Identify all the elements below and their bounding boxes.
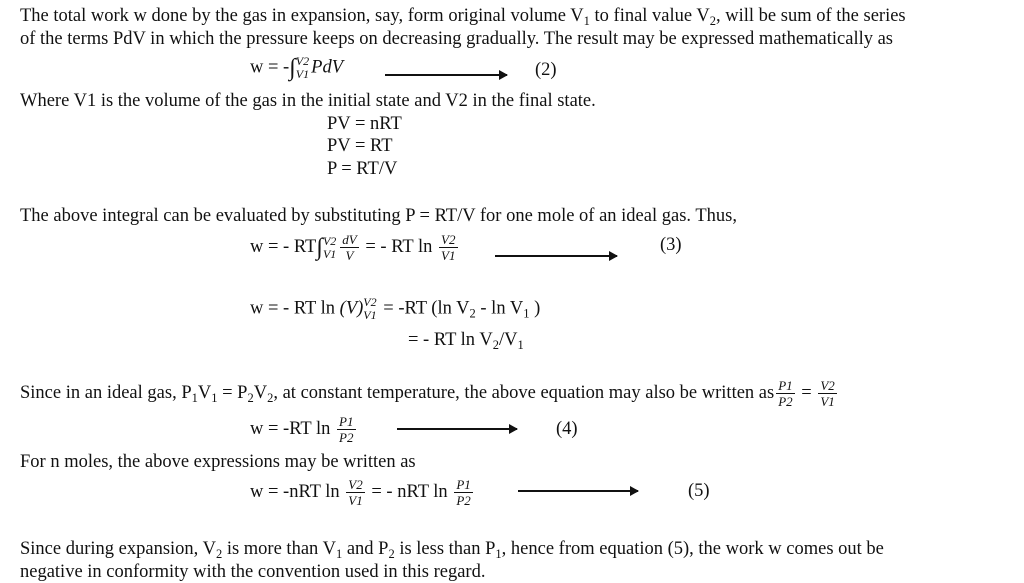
text: is less than P	[394, 539, 496, 559]
equation-middle: = - nRT ln	[366, 481, 453, 502]
numerator: P1	[456, 477, 471, 492]
numerator: dV	[342, 232, 357, 247]
subscript: 1	[191, 390, 198, 405]
text: = P	[217, 382, 248, 403]
equation-lhs: w = -	[250, 57, 290, 78]
numerator: P1	[778, 378, 793, 393]
denominator: V1	[820, 394, 835, 409]
equation-lhs: w = -nRT ln	[250, 481, 345, 502]
final-paragraph-line-2: negative in conformity with the convention used in this regard.	[20, 562, 486, 582]
integral-sign: ∫	[289, 55, 296, 81]
subscript: 1	[211, 390, 218, 405]
text: V	[253, 382, 268, 403]
fraction	[776, 378, 794, 409]
text: Since during expansion, V	[20, 539, 216, 559]
text: = - RT ln V	[408, 330, 493, 350]
equation-lhs: w = -RT ln	[250, 418, 336, 439]
gas-law-2: PV = RT	[327, 136, 393, 156]
paragraph-1-line-2: of the terms PdV in which the pressure keeps on decreasing gradually. The result may be expressed mathematically as	[20, 29, 894, 49]
arrow-right-icon	[495, 255, 617, 257]
integral-sign: ∫	[316, 234, 323, 261]
text: V	[197, 382, 212, 403]
text: /V	[498, 330, 518, 350]
integral-limits	[296, 55, 309, 81]
subscript: 2	[388, 547, 395, 561]
arrow-right-icon	[385, 74, 507, 76]
subscript: 2	[247, 390, 254, 405]
fraction	[346, 477, 364, 508]
evaluation-limits	[363, 296, 376, 322]
subscript: 2	[267, 390, 274, 405]
equation-tag-5: (5)	[688, 481, 710, 501]
subscript: 1	[583, 14, 590, 28]
text: - ln V	[475, 298, 524, 319]
text: and P	[342, 539, 389, 559]
integral-intro: The above integral can be evaluated by substituting P = RT/V for one mole of an ideal gas. Thus,	[20, 206, 737, 226]
n-moles-line: For n moles, the above expressions may be written as	[20, 452, 416, 472]
numerator: V2	[820, 378, 835, 393]
text: Since in an ideal gas, P	[20, 382, 192, 403]
ideal-gas-line	[20, 378, 839, 409]
integrand: PdV	[311, 57, 343, 78]
arrow-right-icon	[397, 428, 517, 430]
subscript: 1	[335, 547, 343, 561]
subscript: 1	[523, 306, 530, 321]
numerator: P1	[339, 414, 354, 429]
equation-tag-3: (3)	[660, 235, 682, 255]
subscript: 2	[215, 547, 223, 561]
text: (V)	[339, 298, 364, 319]
equation-4	[250, 414, 358, 445]
denominator: P2	[778, 394, 793, 409]
text: = -RT (ln V	[378, 298, 470, 319]
upper-limit: V2	[363, 295, 377, 309]
text: w = - RT ln	[250, 298, 340, 319]
subscript: 2	[492, 338, 499, 352]
denominator: V1	[348, 493, 363, 508]
subscript: 2	[469, 306, 476, 321]
equation-tag-4: (4)	[556, 419, 578, 439]
denominator: V1	[441, 248, 456, 263]
subscript: 2	[709, 14, 717, 28]
lower-limit: V1	[295, 67, 310, 81]
gas-law-3: P = RT/V	[327, 159, 398, 179]
denominator: P2	[339, 430, 354, 445]
text: to final value V	[589, 6, 710, 26]
numerator: V2	[441, 232, 456, 247]
equation-3-result	[408, 329, 524, 356]
text: , hence from equation (5), the work w comes out be	[501, 539, 884, 559]
arrow-right-icon	[518, 490, 638, 492]
lower-limit: V1	[363, 308, 377, 322]
equation-lhs: w = - RT	[250, 236, 317, 257]
denominator: P2	[456, 493, 471, 508]
equation-3-expansion	[250, 296, 540, 324]
equation-tag-2: (2)	[535, 60, 557, 80]
equation-3	[250, 232, 460, 263]
text: )	[529, 298, 541, 319]
fraction	[818, 378, 836, 409]
fraction	[454, 477, 472, 508]
fraction	[340, 232, 358, 263]
subscript: 1	[517, 338, 524, 352]
gas-law-1: PV = nRT	[327, 114, 402, 134]
where-line: Where V1 is the volume of the gas in the initial state and V2 in the final state.	[20, 91, 596, 111]
denominator: V	[345, 248, 354, 263]
integral-limits	[323, 235, 336, 261]
fraction	[439, 232, 457, 263]
lower-limit: V1	[322, 246, 337, 261]
fraction	[337, 414, 355, 445]
text: =	[796, 382, 817, 403]
upper-limit: V2	[322, 233, 337, 248]
text: The total work w done by the gas in expansion, say, form original volume V	[20, 6, 584, 26]
equation-2	[250, 55, 343, 81]
equation-middle: = - RT ln	[360, 236, 438, 257]
numerator: V2	[348, 477, 363, 492]
text: , at constant temperature, the above equation may also be written as	[273, 382, 775, 403]
text: , will be sum of the series	[716, 6, 906, 26]
upper-limit: V2	[295, 54, 310, 68]
equation-5	[250, 477, 475, 508]
text: is more than V	[222, 539, 336, 559]
subscript: 1	[495, 547, 502, 561]
